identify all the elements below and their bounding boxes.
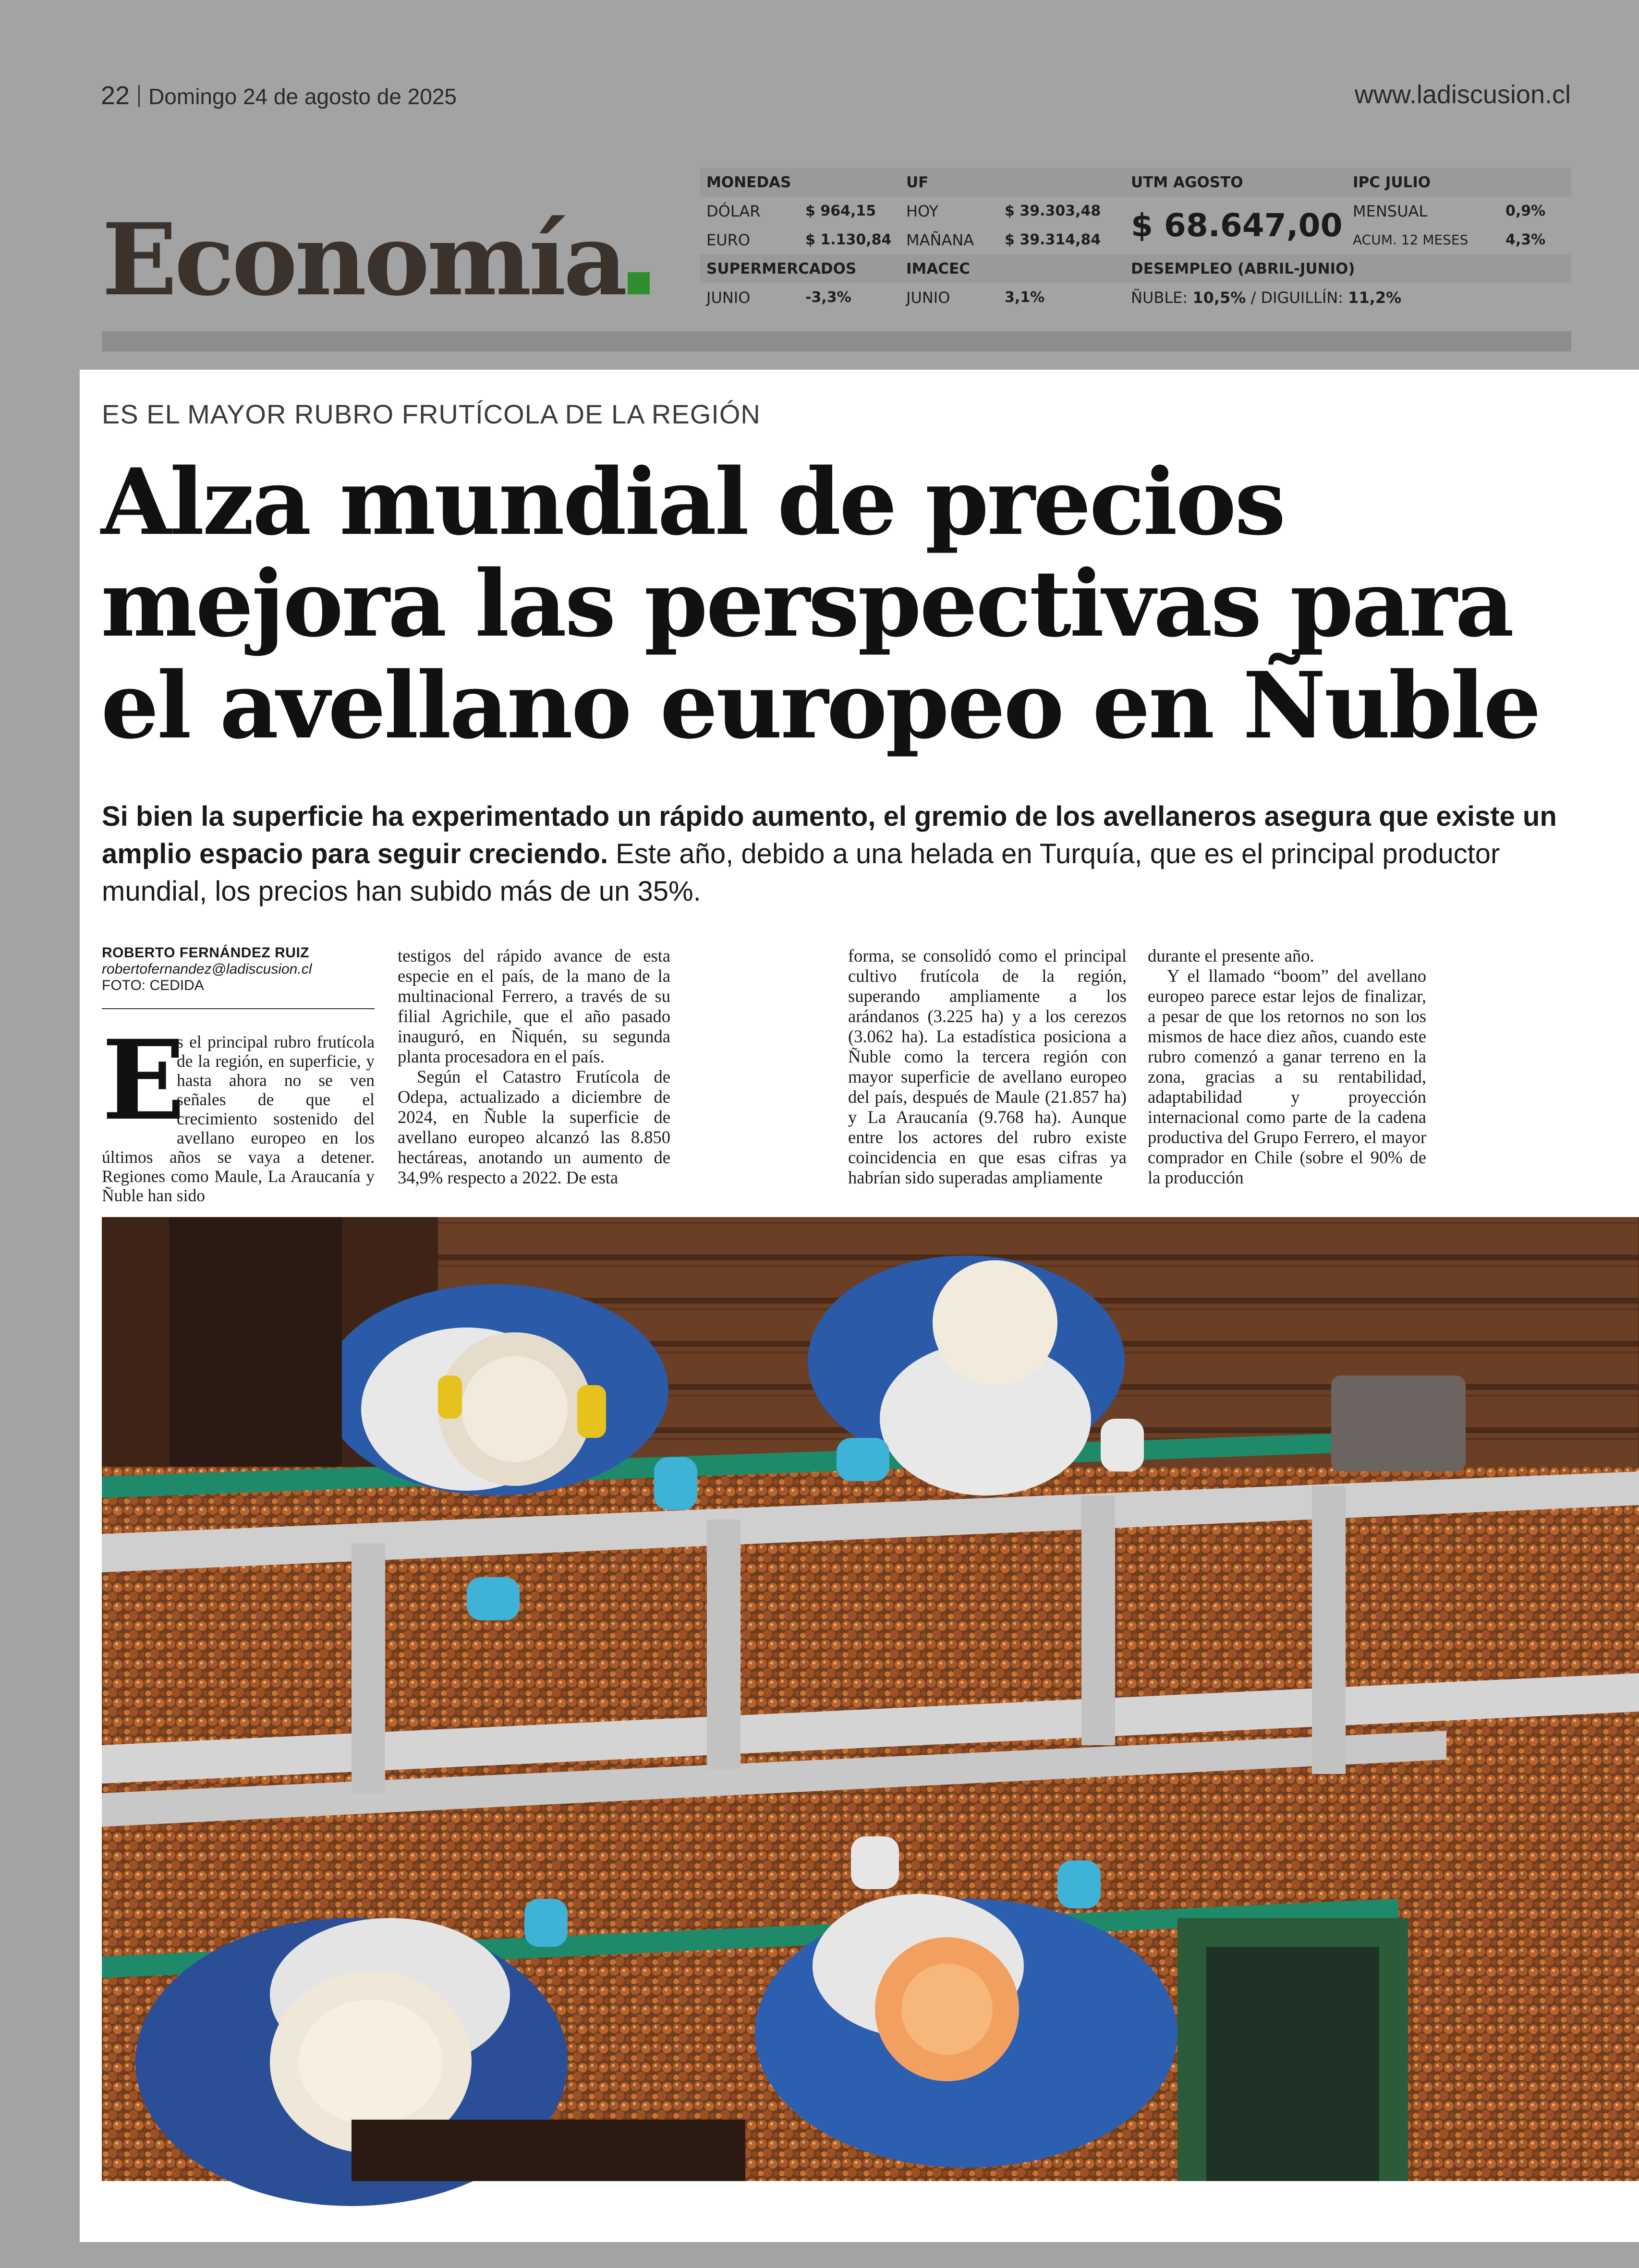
dolar-label: DÓLAR xyxy=(706,202,761,220)
imacec-value: 3,1% xyxy=(1005,289,1045,306)
page-number: 22 xyxy=(101,81,130,110)
diguillin-value: 11,2% xyxy=(1348,289,1402,307)
uf-hoy-label: HOY xyxy=(906,202,939,220)
column-1 xyxy=(102,1016,375,1205)
euro-label: EURO xyxy=(706,231,751,249)
section-dot xyxy=(628,272,650,294)
crate xyxy=(1331,1375,1466,1472)
column-2 xyxy=(398,946,670,1191)
column-2-paragraph-2: Según el Catastro Frutícola de Odepa, actualizado a diciembre de 2024, en Ñuble la superficie de avellano europeo alcanzó las 8.850 hectáreas, anotando un aumento de 34,9% respecto a 2022. De esta xyxy=(398,1067,670,1187)
supermercados-value: -3,3% xyxy=(805,289,851,306)
column-4 xyxy=(1148,946,1426,1191)
ipc-mensual-label: MENSUAL xyxy=(1353,202,1428,220)
author-name: ROBERTO FERNÁNDEZ RUIZ xyxy=(102,945,310,961)
indicators-header-row-2 xyxy=(700,254,1571,283)
ipc-acum-label: ACUM. 12 MESES xyxy=(1353,232,1469,248)
column-3-paragraph-1: forma, se consolidó como el principal cultivo frutícola de la región, superando ampliamente a los arándanos (3.225 ha) y a los cerezos (3.062 ha). La estadística posiciona a Ñuble como la tercera región con mayor superficie de avellano europeo del país, después de Maule (21.857 ha) y La Araucanía (9.768 ha). Aunque entre los actores del rubro existe coincidencia en que esas cifras ya habrían sido superadas ampliamente xyxy=(848,946,1127,1187)
nuble-value: 10,5% xyxy=(1192,289,1246,307)
folio-divider xyxy=(138,85,140,107)
folio xyxy=(101,81,457,110)
column-4-paragraph-1: durante el presente año. xyxy=(1148,946,1314,965)
uf-label: UF xyxy=(906,174,929,191)
page-header xyxy=(0,0,1639,370)
article-headline: Alza mundial de precios mejora las perspectivas para el avellano europeo en Ñuble xyxy=(101,448,1540,759)
supermercados-period: JUNIO xyxy=(706,289,751,307)
dolar-value: $ 964,15 xyxy=(805,203,876,219)
dark-bin xyxy=(169,1217,342,1467)
ipc-mensual-value: 0,9% xyxy=(1505,203,1546,219)
article-dek xyxy=(102,798,1600,910)
ipc-acum-value: 4,3% xyxy=(1505,231,1546,248)
ipc-label: IPC JULIO xyxy=(1353,174,1431,191)
section-title xyxy=(102,202,650,318)
uf-hoy-value: $ 39.303,48 xyxy=(1005,203,1101,219)
monedas-label: MONEDAS xyxy=(706,174,791,191)
article-photo xyxy=(102,1217,1639,2181)
article-kicker: ES EL MAYOR RUBRO FRUTÍCOLA DE LA REGIÓN xyxy=(102,399,761,429)
column-3 xyxy=(848,946,1127,1191)
euro-value: $ 1.130,84 xyxy=(805,231,892,248)
author-email[interactable]: robertofernandez@ladiscusion.cl xyxy=(102,961,312,977)
desempleo-values xyxy=(1131,283,1401,312)
byline xyxy=(102,945,375,1009)
uf-manana-value: $ 39.314,84 xyxy=(1005,231,1101,248)
dek-bold: Si bien la superficie ha experimentado un rápido aumento, el gremio de los avellaneros asegura que existe un amplio espacio para seguir creciendo. xyxy=(102,801,1557,869)
utm-label: UTM AGOSTO xyxy=(1131,174,1243,191)
issue-date: Domingo 24 de agosto de 2025 xyxy=(148,84,457,109)
nuble-label: ÑUBLE: xyxy=(1131,289,1188,307)
indicators-row-5 xyxy=(700,283,1571,312)
column-4-paragraph-2: Y el llamado “boom” del avellano europeo parece estar lejos de finalizar, a pesar de que los retornos no son los mismos de hace diez años, cuando este rubro comenzó a ganar terreno en la zona, gracias a su rentabilidad, adaptabilidad y proyección internacional como parte de la cadena productiva del Grupo Ferrero, el mayor comprador en Chile (sobre el 90% de la producción xyxy=(1148,966,1426,1187)
website-link[interactable]: www.ladiscusion.cl xyxy=(1354,80,1571,109)
uf-manana-label: MAÑANA xyxy=(906,231,974,249)
diguillin-label: / DIGUILLÍN: xyxy=(1250,289,1343,307)
economic-indicators xyxy=(700,168,1571,312)
supermercados-label: SUPERMERCADOS xyxy=(706,260,857,277)
hazelnut-sorting-illustration xyxy=(102,1217,1639,2181)
utm-value: $ 68.647,00 xyxy=(1131,207,1343,244)
section-title-text: Economía xyxy=(102,202,625,318)
photo-credit: FOTO: CEDIDA xyxy=(102,977,204,993)
dek-regular: Este año, debido a una helada en Turquía, que es el principal productor mundial, los precios han subido más de un 35%. xyxy=(102,838,1500,907)
column-2-paragraph-1: testigos del rápido avance de esta especie en el país, de la mano de la multinacional Ferrero, a través de su filial Agrichile, que el año pasado inauguró, en Ñiquén, su segunda planta procesadora en el país. xyxy=(398,946,670,1066)
desempleo-label: DESEMPLEO (ABRIL-JUNIO) xyxy=(1131,260,1355,277)
header-rule xyxy=(102,331,1571,351)
column-1-text: s el principal rubro frutícola de la región, en superficie, y hasta ahora no se ven señales de que el crecimiento sostenido del avellano europeo en los últimos años se vaya a detener. Regiones como Maule, La Araucanía y Ñuble han sido xyxy=(102,1032,375,1205)
article-panel xyxy=(80,370,1639,2242)
drop-cap: E xyxy=(102,1016,185,1145)
byline-rule xyxy=(102,1008,375,1009)
indicators-header-row xyxy=(700,168,1571,197)
imacec-period: JUNIO xyxy=(906,289,950,307)
imacec-label: IMACEC xyxy=(906,260,971,277)
